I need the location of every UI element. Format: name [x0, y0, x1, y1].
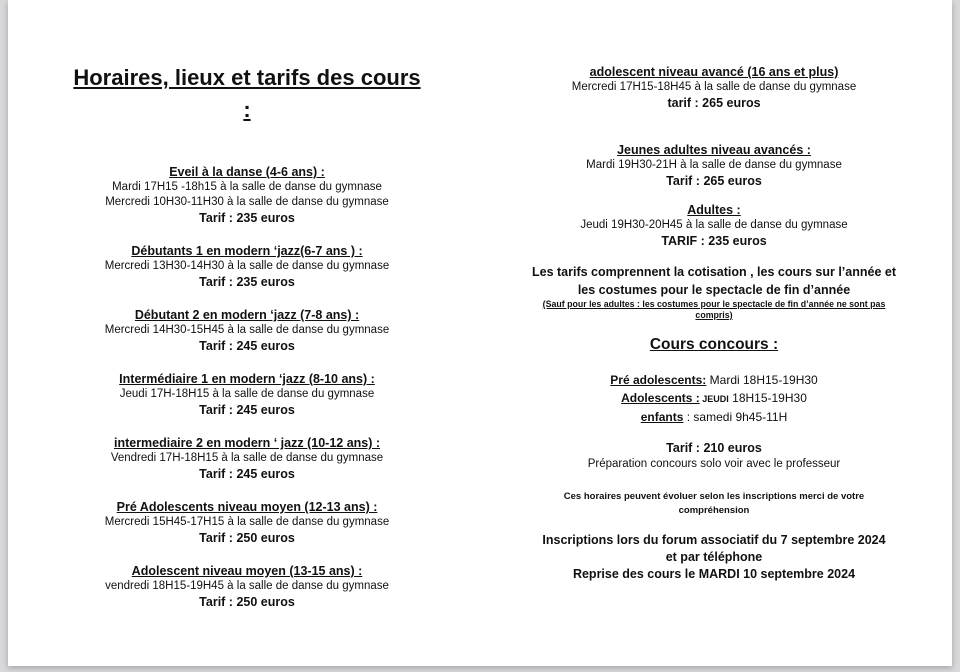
course-price: Tarif : 245 euros	[199, 339, 295, 353]
course-heading: Débutant 2 en modern ‘jazz (7-8 ans) :	[134, 308, 360, 322]
concours-title: Cours concours :	[649, 336, 779, 353]
course-heading: Pré Adolescents niveau moyen (12-13 ans) :	[116, 500, 378, 514]
concours-row	[490, 371, 938, 389]
course-schedule: Mardi 19H30-21H à la salle de danse du gymnase	[586, 159, 842, 171]
course-price: Tarif : 265 euros	[666, 174, 762, 188]
document-sheet	[8, 0, 952, 666]
page-title: Horaires, lieux et tarifs des cours :	[73, 65, 421, 122]
course-heading: Débutants 1 en modern ‘jazz(6-7 ans ) :	[131, 244, 363, 258]
course-block	[70, 307, 424, 355]
course-schedule: Mercredi 14H30-15H45 à la salle de danse du gymnase	[104, 324, 390, 336]
registration-info	[490, 532, 938, 583]
course-heading: Jeunes adultes niveau avancés :	[617, 143, 811, 157]
course-block	[490, 202, 938, 250]
course-schedule: vendredi 18H15-19H45 à la salle de danse du gymnase	[105, 580, 389, 592]
course-price: Tarif : 245 euros	[199, 467, 295, 481]
course-heading: adolescent niveau avancé (16 ans et plus)	[589, 65, 839, 79]
course-price: TARIF : 235 euros	[661, 234, 767, 248]
course-schedule: Jeudi 19H30-20H45 à la salle de danse du gymnase	[580, 219, 848, 231]
concours-row	[490, 389, 938, 408]
schedule-change-note	[490, 490, 938, 518]
course-price: Tarif : 250 euros	[199, 595, 295, 609]
pricing-note-line: Les tarifs comprennent la cotisation , les cours sur l’année et	[532, 265, 896, 279]
schedule-change-line: Ces horaires peuvent évoluer selon les inscriptions merci de votre	[563, 491, 865, 502]
concours-group: Pré adolescents:	[610, 373, 707, 387]
course-schedule: Mercredi 17H15-18H45 à la salle de danse du gymnase	[571, 81, 857, 93]
course-schedule: Vendredi 17H-18H15 à la salle de danse du gymnase	[110, 452, 384, 464]
pricing-note-line: les costumes pour le spectacle de fin d’année	[577, 283, 851, 297]
right-column	[490, 64, 938, 583]
course-schedule: Mercredi 13H30-14H30 à la salle de danse du gymnase	[104, 260, 390, 272]
course-schedule: Mardi 17H15 -18h15 à la salle de danse du gymnase	[112, 181, 382, 193]
registration-line: et par téléphone	[665, 550, 763, 564]
pricing-note-exception: compris)	[695, 310, 733, 320]
course-heading: Intermédiaire 1 en modern ‘jazz (8-10 ans) :	[119, 372, 375, 386]
course-block	[70, 164, 424, 227]
schedule-change-line: compréhension	[678, 505, 750, 516]
course-price: Tarif : 235 euros	[199, 211, 295, 225]
course-schedule: Jeudi 17H-18H15 à la salle de danse du gymnase	[119, 388, 375, 400]
pricing-note	[490, 263, 938, 321]
course-block	[70, 371, 424, 419]
course-block	[70, 243, 424, 291]
pricing-note-exception: (Sauf pour les adultes : les costumes pour le spectacle de fin d’année ne sont pas	[542, 299, 886, 309]
course-schedule: Mercredi 10H30-11H30 à la salle de danse du gymnase	[105, 196, 389, 208]
concours-day: JEUDI	[699, 394, 729, 404]
concours-price: Tarif : 210 euros	[666, 441, 762, 455]
course-block	[70, 499, 424, 547]
course-heading: Eveil à la danse (4-6 ans) :	[169, 165, 325, 179]
registration-line: Inscriptions lors du forum associatif du 7 septembre 2024	[542, 533, 886, 547]
course-heading: Adolescent niveau moyen (13-15 ans) :	[131, 564, 363, 578]
course-price: tarif : 265 euros	[667, 96, 761, 110]
course-block	[70, 563, 424, 611]
course-schedule: Mercredi 15H45-17H15 à la salle de danse du gymnase	[104, 516, 390, 528]
left-column	[70, 62, 424, 627]
course-price: Tarif : 235 euros	[199, 275, 295, 289]
course-block	[70, 435, 424, 483]
course-block	[490, 64, 938, 112]
concours-time: : samedi 9h45-11H	[683, 410, 788, 424]
course-heading: intermediaire 2 en modern ‘ jazz (10-12 ans) :	[113, 436, 381, 450]
course-price: Tarif : 250 euros	[199, 531, 295, 545]
concours-time: 18H15-19H30	[728, 391, 807, 405]
concours-row	[490, 408, 938, 426]
concours-group: enfants	[640, 410, 684, 424]
course-heading: Adultes :	[687, 203, 741, 217]
concours-section	[490, 335, 938, 472]
concours-group: Adolescents :	[621, 391, 700, 405]
course-block	[490, 142, 938, 190]
concours-prep-note: Préparation concours solo voir avec le professeur	[587, 458, 841, 470]
resume-date-line: Reprise des cours le MARDI 10 septembre 2024	[572, 567, 856, 581]
course-price: Tarif : 245 euros	[199, 403, 295, 417]
concours-time: Mardi 18H15-19H30	[706, 373, 818, 387]
